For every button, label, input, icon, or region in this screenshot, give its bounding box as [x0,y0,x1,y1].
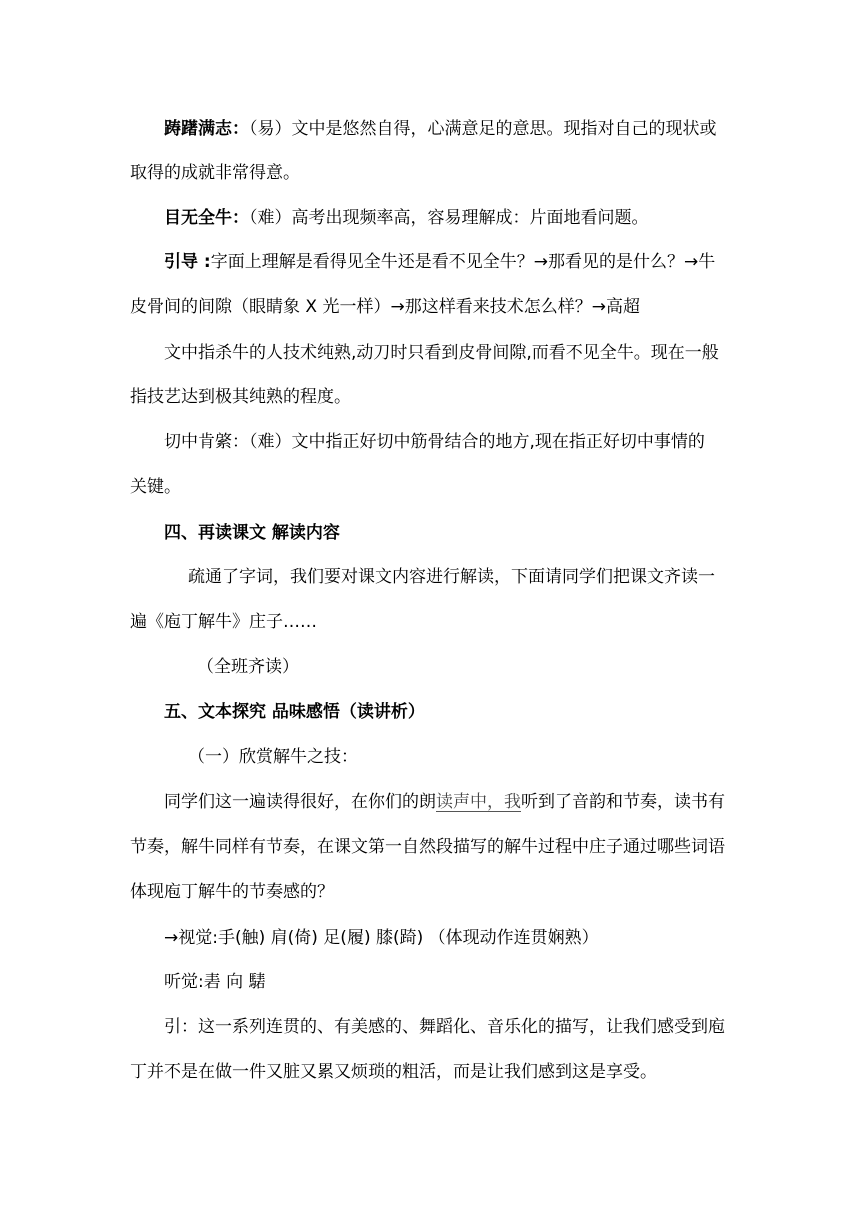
subsection-heading: （一）欣赏解牛之技： [188,747,358,767]
paragraph-line: 丁并不是在做一件又脏又累又烦琐的粗活，而是让我们感到这是享受。 [130,1062,657,1082]
paragraph-line: （全班齐读） [197,657,299,677]
paragraph-line: 听觉:砉 向 騞 [164,972,266,992]
paragraph-chouchu-manzhi [164,117,717,141]
paragraph-line: 皮骨间的间隙（眼睛象 X 光一样）→那这样看来技术怎么样？→高超 [130,297,640,317]
section-heading-4: 四、再读课文 解读内容 [164,523,340,543]
paragraph-muwu-quanniu [164,206,649,230]
paragraph-line: 关键。 [130,477,181,497]
paragraph-line: 体现庖丁解牛的节奏感的？ [130,882,334,902]
paragraph-question [164,790,725,814]
term-muwu-quanniu: 目无全牛： [164,208,249,228]
section-heading-5: 五、文本探究 品味感悟（读讲析） [164,702,425,722]
guide-text: 字面上理解是看得见全牛还是看不见全牛？→那看见的是什么？→牛 [210,252,716,272]
definition-text: （难）高考出现频率高，容易理解成：片面地看问题。 [249,208,649,228]
paragraph-line: 节奏，解牛同样有节奏，在课文第一自然段描写的解牛过程中庄子通过哪些词语 [130,837,725,857]
question-text-b: 听到了音韵和节奏，读书有 [521,792,725,812]
underlined-text: 读声中，我 [436,792,521,812]
definition-text: （易）文中是悠然自得，心满意足的意思。现指对自己的现状或 [249,119,717,139]
question-text-a: 同学们这一遍读得很好，在你们的朗 [164,792,436,812]
paragraph-line: 切中肯綮：（难）文中指正好切中筋骨结合的地方,现在指正好切中事情的 [164,432,705,452]
paragraph-line: 疏通了字词，我们要对课文内容进行解读，下面请同学们把课文齐读一 [188,567,715,587]
paragraph-line: 指技艺达到极其纯熟的程度。 [130,387,351,407]
paragraph-line: 引：这一系列连贯的、有美感的、舞蹈化、音乐化的描写，让我们感受到庖 [164,1017,725,1037]
paragraph-guide [164,250,715,274]
term-chouchu-manzhi: 踌躇满志： [164,119,249,139]
paragraph-line: 取得的成就非常得意。 [130,163,300,183]
term-guide: 引导 : [164,252,211,272]
paragraph-line: 遍《庖丁解牛》庄子…… [130,612,317,632]
paragraph-line: 文中指杀牛的人技术纯熟,动刀时只看到皮骨间隙,而看不见全牛。现在一般 [164,343,719,363]
paragraph-line: →视觉:手(触) 肩(倚) 足(履) 膝(踦) （体现动作连贯娴熟） [164,928,599,948]
